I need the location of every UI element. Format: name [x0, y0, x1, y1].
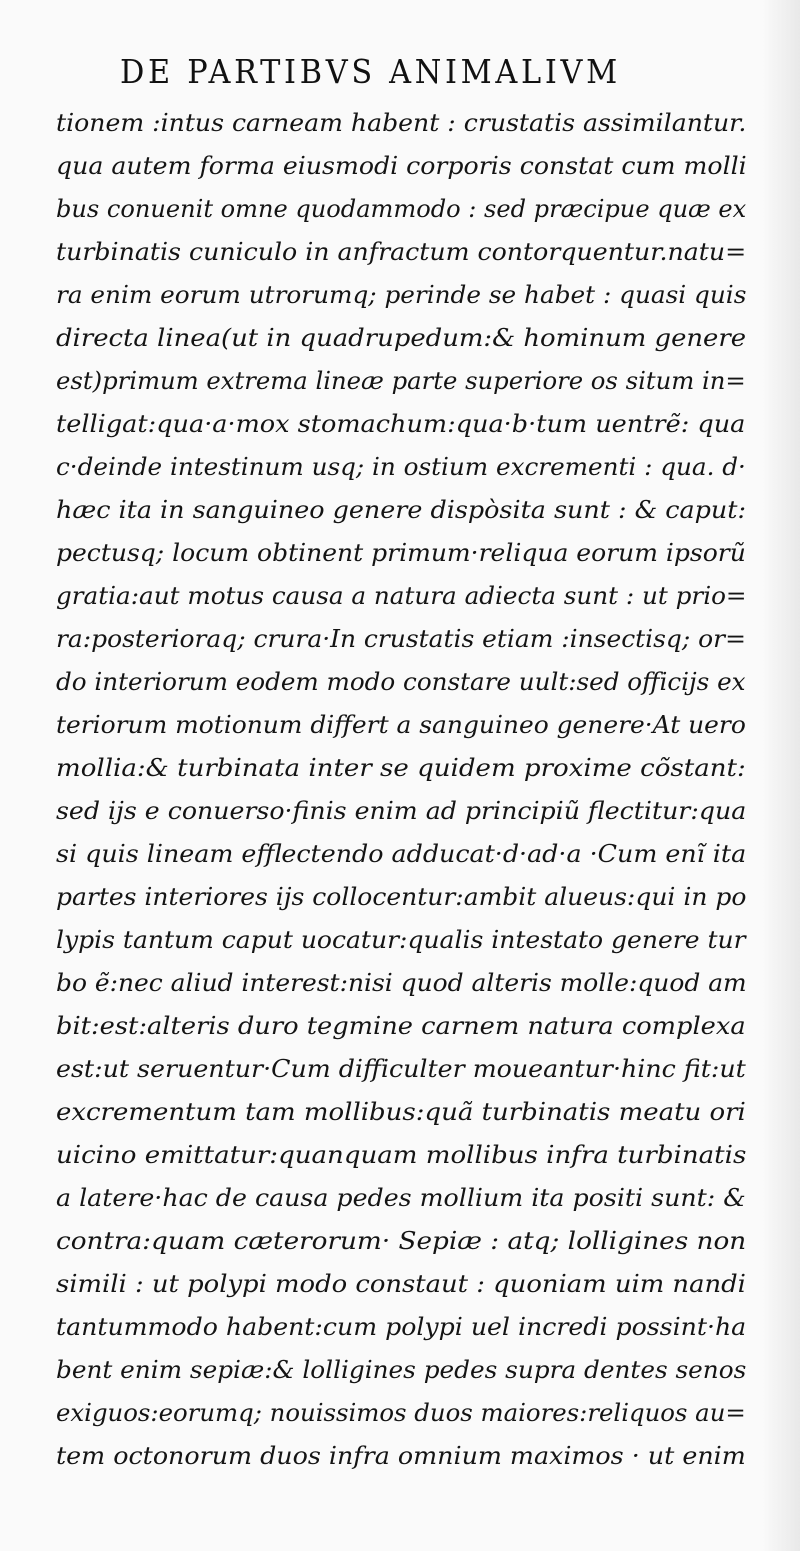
text-line: tionem :intus carneam habent : crustatis assimilantur.: [56, 109, 747, 137]
text-line: ra:posterioraq; crura·In crustatis etiam :insectisq; or=: [56, 625, 746, 653]
text-line: a latere·hac de causa pedes mollium ita positi sunt: &: [56, 1184, 746, 1212]
text-line: partes interiores ijs collocentur:ambit alueus:qui in po: [56, 883, 747, 911]
text-line: mollia:& turbinata inter se quidem proxime cõstant:: [56, 754, 746, 782]
body-text: [56, 102, 756, 1478]
text-line: bent enim sepiæ:& lolligines pedes supra dentes senos: [56, 1356, 747, 1384]
text-line: teriorum motionum differt a sanguineo genere·At uero: [56, 711, 746, 739]
text-line: directa linea(ut in quadrupedum:& hominum genere: [56, 324, 747, 352]
text-line: do interiorum eodem modo constare uult:sed officijs ex: [56, 668, 746, 696]
text-line: simili : ut polypi modo constaut : quoniam uim nandi: [56, 1270, 746, 1298]
text-line: telligat:qua·a·mox stomachum:qua·b·tum uentrẽ: qua: [56, 410, 746, 438]
text-line: lypis tantum caput uocatur:qualis intestato genere tur: [56, 926, 746, 954]
text-line: qua autem forma eiusmodi corporis constat cum molli: [56, 152, 747, 180]
text-line: sed ijs e conuerso·finis enim ad principiũ flectitur:qua: [56, 797, 747, 825]
text-line: tantummodo habent:cum polypi uel incredi possint·ha: [56, 1313, 747, 1341]
text-line: hæc ita in sanguineo genere dispòsita sunt : & caput:: [56, 496, 747, 524]
text-line: turbinatis cuniculo in anfractum contorquentur.natu=: [56, 238, 747, 266]
text-line: bo ẽ:nec aliud interest:nisi quod alteris molle:quod am: [56, 969, 747, 997]
text-line: ra enim eorum utrorumq; perinde se habet : quasi quis: [56, 281, 747, 309]
text-line: est:ut seruentur·Cum difficulter moueantur·hinc fit:ut: [56, 1055, 746, 1083]
text-line: est)primum extrema lineæ parte superiore os situm in=: [56, 367, 746, 395]
text-line: c·deinde intestinum usq; in ostium excrementi : qua. d·: [56, 453, 746, 481]
text-line: contra:quam cæterorum· Sepiæ : atq; lolligines non: [56, 1227, 747, 1255]
text-line: exiguos:eorumq; nouissimos duos maiores:reliquos au=: [56, 1399, 746, 1427]
text-line: bus conuenit omne quodammodo : sed præcipue quæ ex: [56, 195, 747, 223]
text-line: excrementum tam mollibus:quã turbinatis meatu ori: [56, 1098, 746, 1126]
text-line: pectusq; locum obtinent primum·reliqua eorum ipsorũ: [56, 539, 746, 567]
text-line: uicino emittatur:quanquam mollibus infra turbinatis: [56, 1141, 747, 1169]
text-line: si quis lineam efflectendo adducat·d·ad·a ·Cum enĩ ita: [56, 840, 747, 868]
text-line: tem octonorum duos infra omnium maximos · ut enim: [56, 1442, 746, 1470]
text-line: gratia:aut motus causa a natura adiecta sunt : ut prio=: [56, 582, 747, 610]
text-line: bit:est:alteris duro tegmine carnem natura complexa: [56, 1012, 746, 1040]
running-head: DE PARTIBVS ANIMALIVM: [120, 52, 621, 91]
